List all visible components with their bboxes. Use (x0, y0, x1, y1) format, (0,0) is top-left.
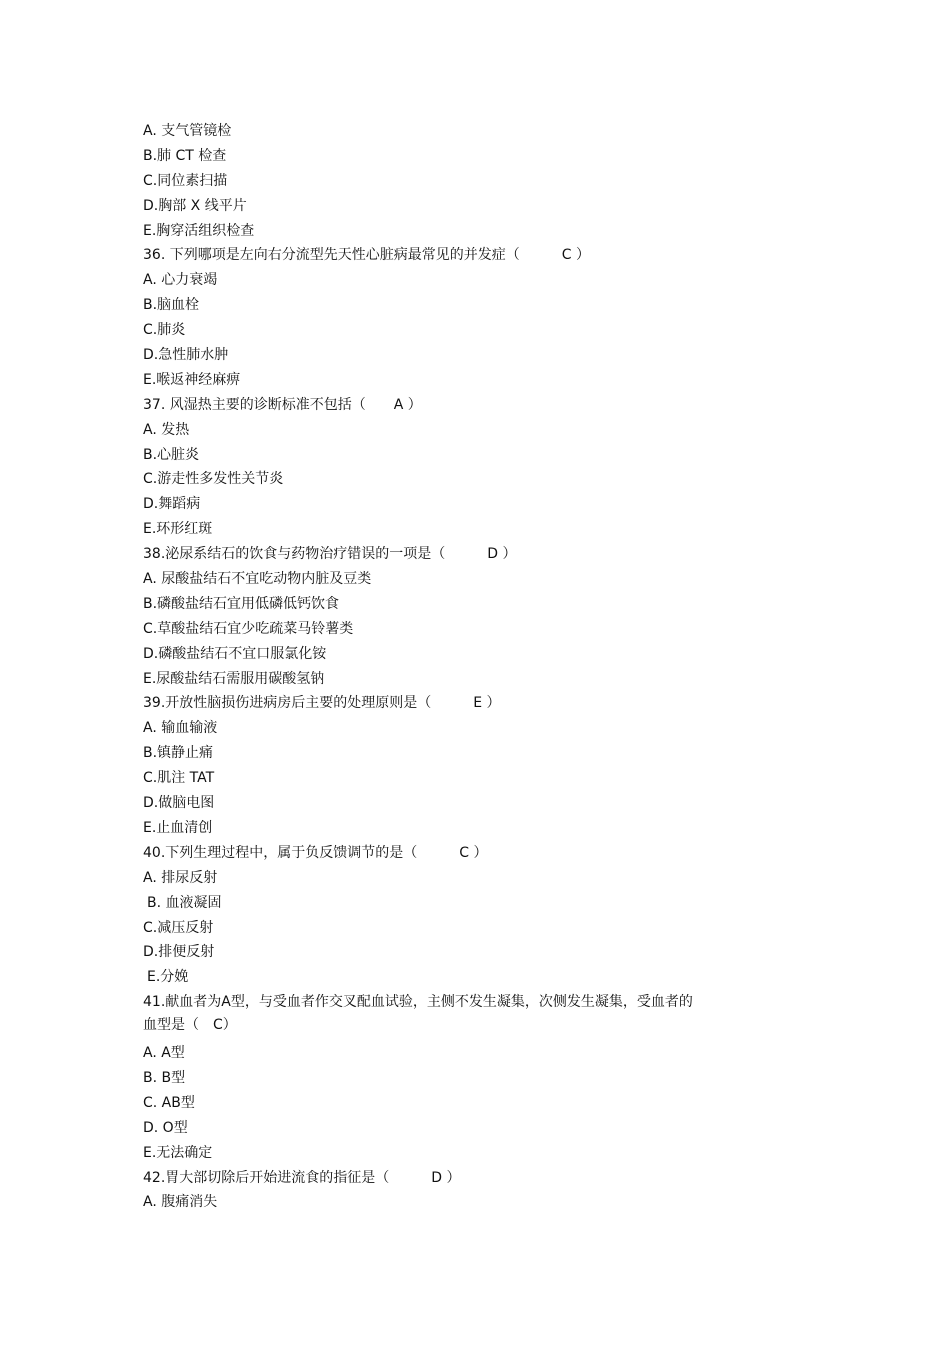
option-line: D.排便反射 (143, 944, 215, 961)
option-line: D.舞蹈病 (143, 496, 201, 513)
option-line: A. 排尿反射 (143, 869, 218, 886)
question-41-continued: 血型是（ C） (143, 1017, 237, 1034)
option-line: B.肺 CT 检查 (143, 147, 227, 164)
question-list (143, 119, 763, 1215)
option-line: A. A型 (143, 1045, 185, 1062)
option-line: D. O型 (143, 1119, 188, 1136)
option-line: B. 血液凝固 (147, 894, 222, 911)
option-line: C.肌注 TAT (143, 770, 215, 787)
option-line: A. 尿酸盐结石不宜吃动物内脏及豆类 (143, 571, 372, 588)
option-line: D.磷酸盐结石不宜口服氯化铵 (143, 645, 327, 662)
option-line: D.做脑电图 (143, 795, 215, 812)
option-line: D.急性肺水肿 (143, 347, 229, 364)
option-line: A. 腹痛消失 (143, 1194, 218, 1211)
option-line: B. B型 (143, 1069, 186, 1086)
option-line: C.同位素扫描 (143, 172, 228, 189)
question-42: 42.胃大部切除后开始进流食的指征是（ D ） (143, 1169, 461, 1186)
question-40: 40.下列生理过程中，属于负反馈调节的是（ C ） (143, 844, 488, 861)
question-39: 39.开放性脑损伤进病房后主要的处理原则是（ E ） (143, 695, 501, 712)
question-38: 38.泌尿系结石的饮食与药物治疗错误的一项是（ D ） (143, 546, 517, 563)
question-37: 37. 风湿热主要的诊断标准不包括（ A ） (143, 396, 422, 413)
option-line: C.游走性多发性关节炎 (143, 471, 284, 488)
option-line: A. 输血输液 (143, 720, 218, 737)
question-41: 41.献血者为A型，与受血者作交叉配血试验，主侧不发生凝集，次侧发生凝集，受血者的 (143, 994, 693, 1011)
option-line: C.草酸盐结石宜少吃疏菜马铃薯类 (143, 620, 354, 637)
question-36: 36. 下列哪项是左向右分流型先天性心脏病最常见的并发症（ C ） (143, 247, 590, 264)
option-line: E.尿酸盐结石需服用碳酸氢钠 (143, 670, 325, 687)
option-line: A. 心力衰竭 (143, 272, 218, 289)
option-line: E.喉返神经麻痹 (143, 371, 241, 388)
option-line: B.磷酸盐结石宜用低磷低钙饮食 (143, 595, 340, 612)
option-line: A. 发热 (143, 421, 190, 438)
option-line: D.胸部 X 线平片 (143, 197, 247, 214)
option-line: C. AB型 (143, 1094, 195, 1111)
option-line: E.无法确定 (143, 1144, 213, 1161)
option-line: C.肺炎 (143, 322, 186, 339)
option-line: E.胸穿活组织检查 (143, 222, 255, 239)
option-line: B.心脏炎 (143, 446, 200, 463)
option-line: C.减压反射 (143, 919, 214, 936)
option-line: E.止血清创 (143, 819, 213, 836)
option-line: B.镇静止痛 (143, 745, 214, 762)
option-line: E.分娩 (147, 969, 189, 986)
option-line: B.脑血栓 (143, 297, 200, 314)
option-line: A. 支气管镜检 (143, 123, 232, 139)
option-line: E.环形红斑 (143, 521, 213, 538)
